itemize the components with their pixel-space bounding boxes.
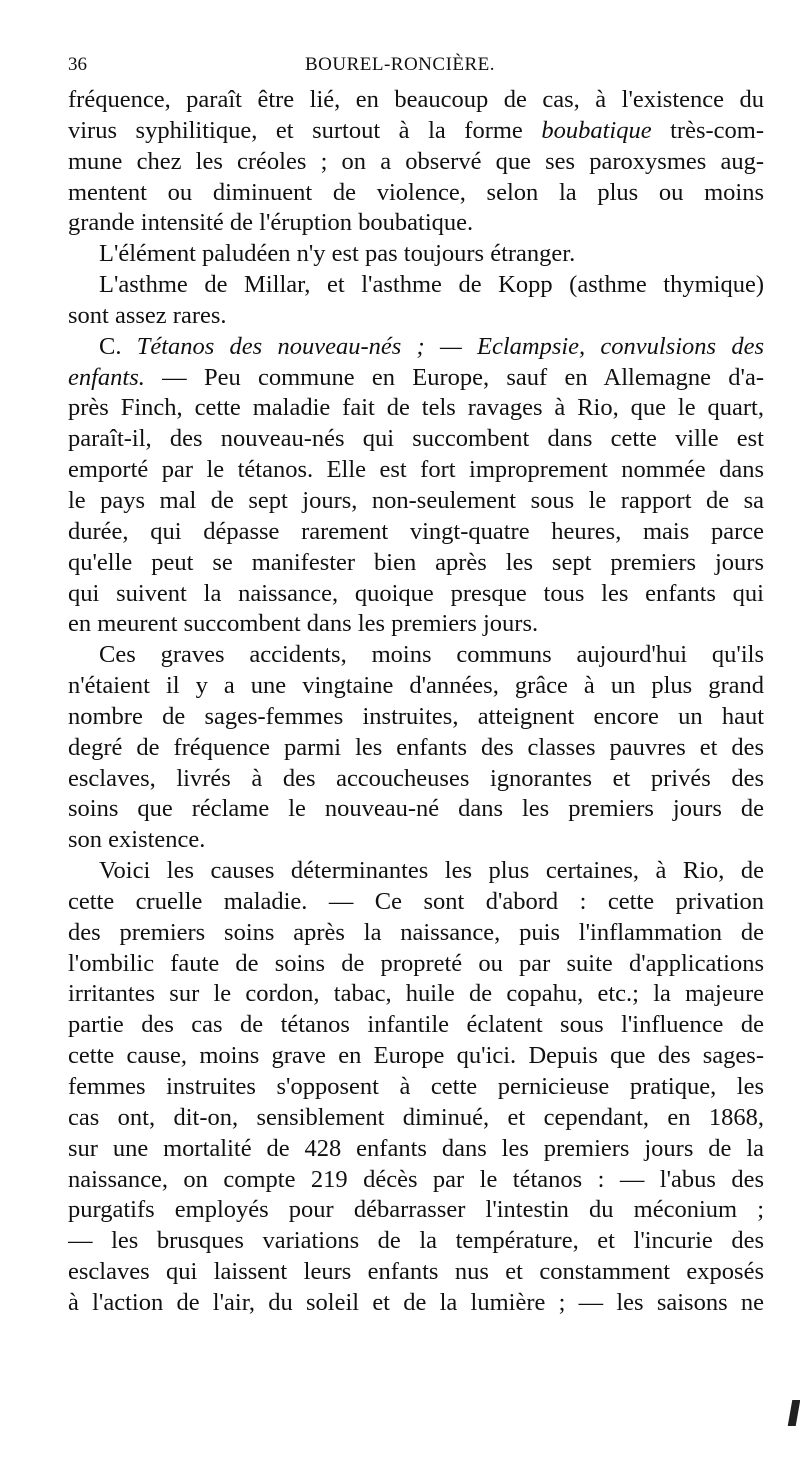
text-line: l'ombilic faute de soins de propreté ou par suite d'applications (68, 949, 764, 977)
text-line: soins que réclame le nouveau-né dans les premiers jours de (68, 795, 764, 823)
text-line: L'élément paludéen n'y est pas toujours étranger. (99, 240, 576, 268)
text-line: femmes instruites s'opposent à cette pernicieuse pratique, les (68, 1073, 764, 1100)
page-edge-mark (788, 1400, 800, 1426)
text-line: cette cruelle maladie. — Ce sont d'abord : cette privation (68, 887, 764, 915)
text-line: sur une mortalité de 428 enfants dans les premiers jours de la (68, 1134, 764, 1162)
body-text (68, 85, 764, 1319)
text-line: virus syphilitique, et surtout à la forme boubatique très-com- (68, 116, 764, 144)
text-line: partie des cas de tétanos infantile éclatent sous l'influence de (68, 1011, 764, 1039)
text-line: nombre de sages-femmes instruites, atteignent encore un haut (68, 702, 764, 730)
text-line: emporté par le tétanos. Elle est fort improprement nommée dans (68, 456, 764, 484)
text-line: son existence. (68, 826, 206, 854)
text-line: sont assez rares. (68, 301, 227, 329)
text-line: paraît-il, des nouveau-nés qui succombent dans cette ville est (68, 425, 764, 453)
text-line: qui suivent la naissance, quoique presque tous les enfants qui (68, 579, 764, 607)
text-line: à l'action de l'air, du soleil et de la lumière ; — les saisons ne (68, 1288, 764, 1316)
text-line: L'asthme de Millar, et l'asthme de Kopp (asthme thymique) (99, 271, 764, 299)
text-line: naissance, on compte 219 décès par le tétanos : — l'abus des (68, 1165, 764, 1193)
text-line: — les brusques variations de la température, et l'incurie des (68, 1227, 764, 1255)
text-line: des premiers soins après la naissance, puis l'inflammation de (68, 918, 764, 946)
text-line: mune chez les créoles ; on a observé que ses paroxysmes aug- (68, 147, 764, 175)
text-line: n'étaient il y a une vingtaine d'années, grâce à un plus grand (68, 672, 764, 700)
text-line: près Finch, cette maladie fait de tels ravages à Rio, que le quart, (68, 394, 764, 422)
text-line: purgatifs employés pour débarrasser l'intestin du méconium ; (68, 1196, 764, 1224)
text-line: le pays mal de sept jours, non-seulement sous le rapport de sa (68, 486, 764, 514)
text-line: irritantes sur le cordon, tabac, huile de copahu, etc.; la majeure (68, 980, 764, 1008)
text-line: cas ont, dit-on, sensiblement diminué, et cependant, en 1868, (68, 1103, 764, 1131)
text-line: qu'elle peut se manifester bien après les sept premiers jours (68, 548, 764, 576)
page-number: 36 (68, 54, 87, 75)
text-line: enfants. — Peu commune en Europe, sauf en Allemagne d'a- (68, 363, 764, 391)
text-line: Ces graves accidents, moins communs aujourd'hui qu'ils (99, 641, 764, 669)
text-line: C. Tétanos des nouveau-nés ; — Eclampsie, convulsions des (99, 332, 764, 360)
text-line: fréquence, paraît être lié, en beaucoup de cas, à l'existence du (68, 86, 764, 113)
text-line: esclaves, livrés à des accoucheuses ignorantes et privés des (68, 764, 764, 792)
text-line: Voici les causes déterminantes les plus certaines, à Rio, de (99, 857, 764, 885)
text-line: grande intensité de l'éruption boubatique. (68, 209, 474, 237)
text-line: en meurent succombent dans les premiers jours. (68, 610, 539, 638)
text-line: esclaves qui laissent leurs enfants nus et constamment exposés (68, 1258, 764, 1286)
text-line: mentent ou diminuent de violence, selon la plus ou moins (68, 178, 764, 206)
running-head: BOUREL-RONCIÈRE. (304, 54, 496, 75)
text-line: degré de fréquence parmi les enfants des classes pauvres et des (68, 733, 764, 761)
text-line: durée, qui dépasse rarement vingt-quatre heures, mais parce (68, 517, 764, 545)
text-line: cette cause, moins grave en Europe qu'ici. Depuis que des sages- (68, 1042, 764, 1070)
page-header (68, 54, 780, 84)
